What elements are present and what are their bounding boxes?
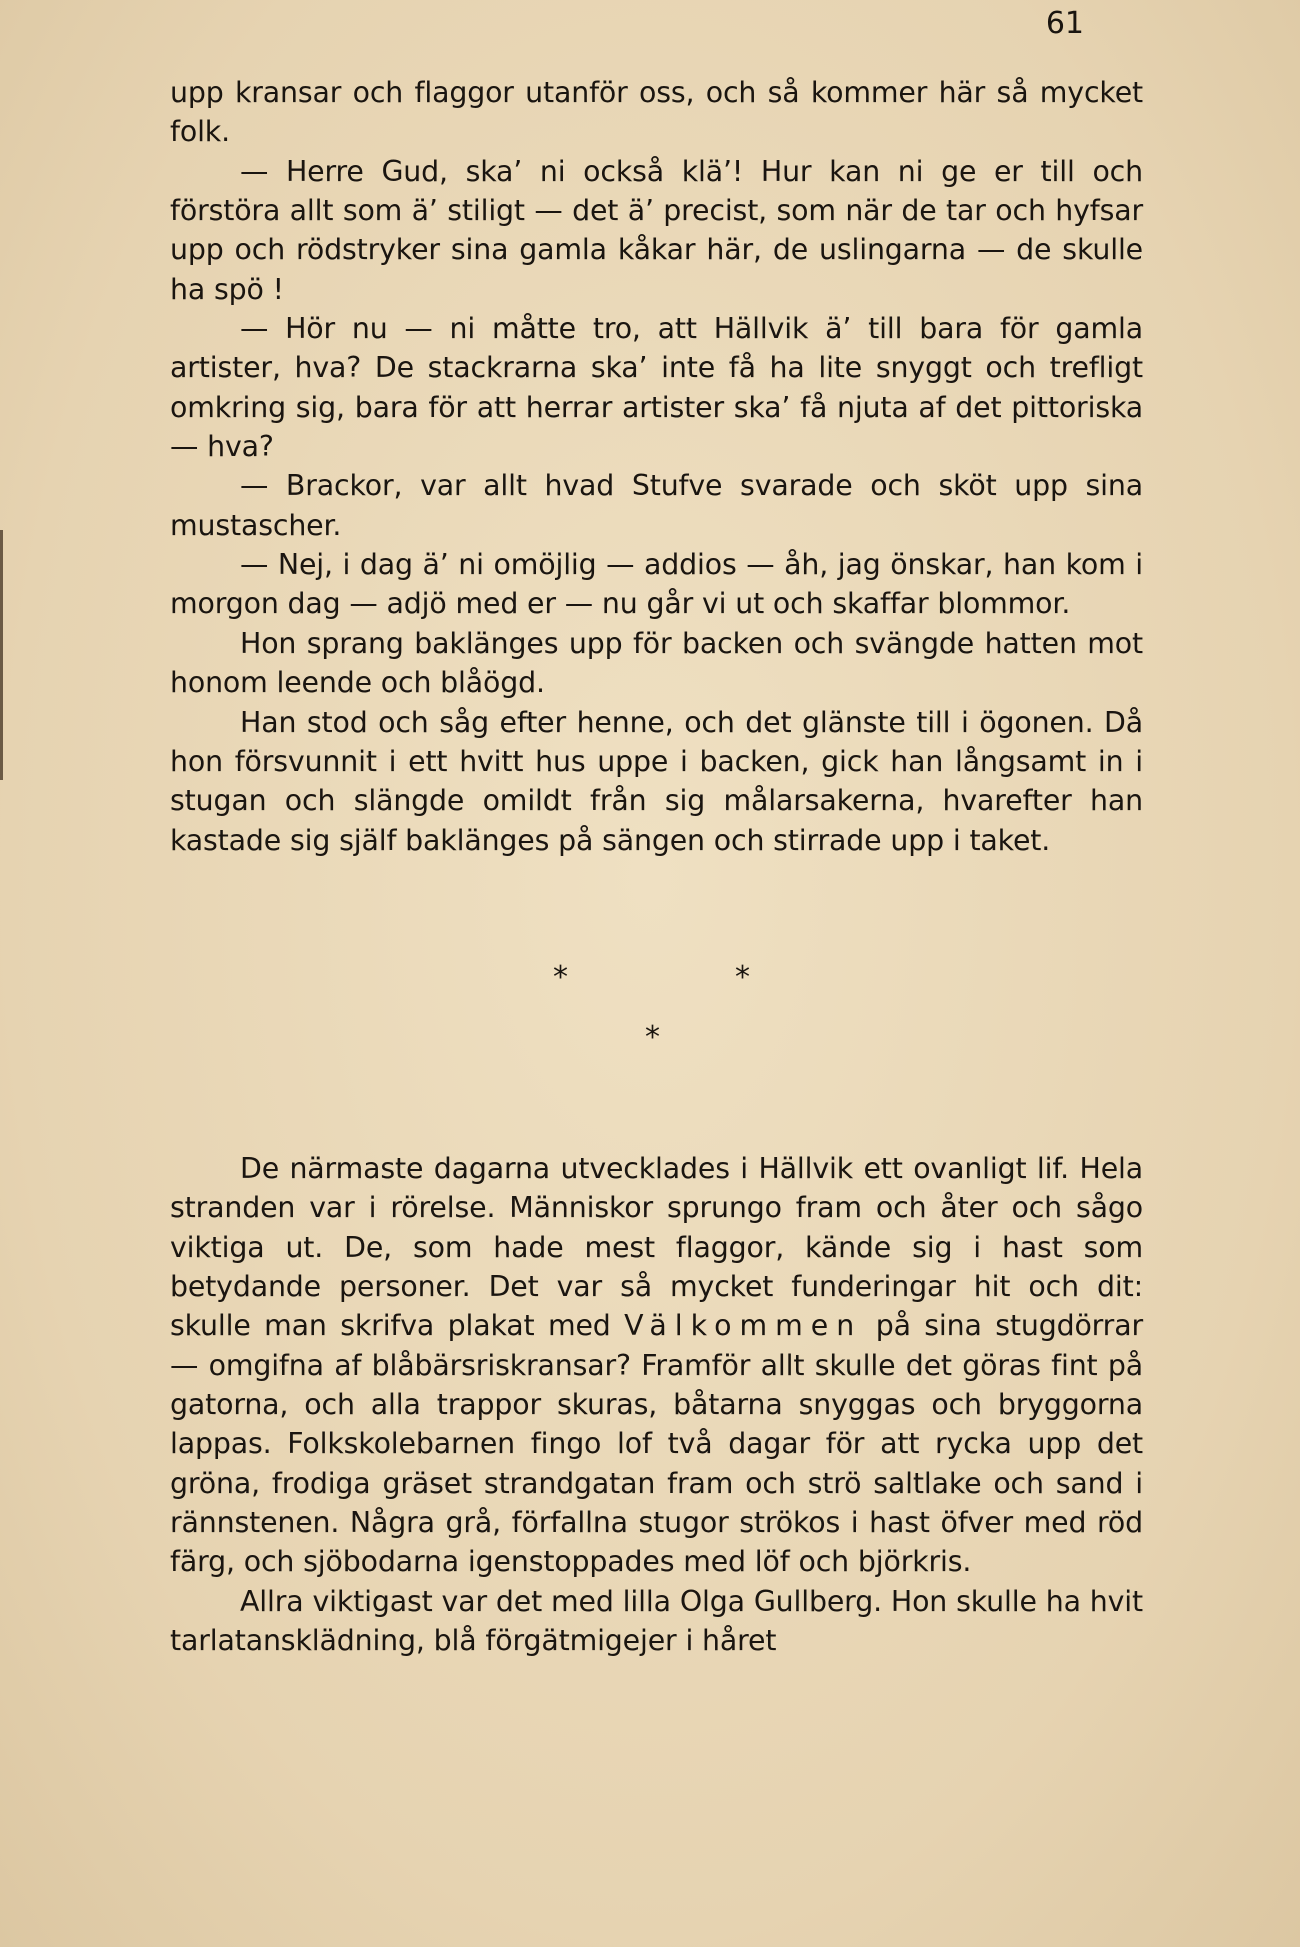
paragraph: Allra viktigast var det med lilla Olga Gullberg. Hon skulle ha hvit tarlatansklädning, blå förgätmigejer i håret <box>170 1584 1143 1658</box>
paragraph: Hon sprang baklänges upp för backen och svängde hatten mot honom leende och blåögd. <box>170 626 1143 700</box>
paragraph: — Hör nu — ni måtte tro, att Hällvik ä’ till bara för gamla artister, hva? De stackrarna ska’ inte få ha lite snyggt och trefligt omkring sig, bara för att herrar artister ska’ få njuta af det pittoriska — hva? <box>170 312 1143 464</box>
paragraph: — Nej, i dag ä’ ni omöjlig — addios — åh, jag önskar, han kom i morgon dag — adjö med er — nu går vi ut och skaffar blommor. <box>170 548 1143 621</box>
asterisk-center: * <box>645 1020 660 1055</box>
text-section-2 <box>170 1149 1143 1660</box>
paragraph <box>170 1149 1143 1582</box>
emphasized-word: Välkommen <box>624 1309 863 1343</box>
paragraph-text: på sina stugdörrar — omgifna af blåbärsriskransar? Framför allt skulle det göras fint på gatorna, och alla trappor skuras, båtarna snyggas och bryggorna lappas. Folkskolebarnen fingo lof två dagar för att rycka upp det gröna, frodiga gräset strandgatan fram och strö saltlake och sand i rännstenen. Några grå, förfallna stugor strökos i hast öfver med röd färg, och sjöbodarna igenstoppades med löf och björkris. <box>170 1309 1143 1579</box>
page-edge-shadow <box>0 530 3 780</box>
page-number: 61 <box>1045 6 1084 41</box>
text-section-1 <box>170 73 1143 860</box>
paragraph: upp kransar och flaggor utanför oss, och så kommer här så mycket folk. <box>170 76 1143 149</box>
asterisk-right: * <box>735 960 750 995</box>
section-divider <box>170 958 1143 1058</box>
paragraph: Han stod och såg efter henne, och det glänste till i ögonen. Då hon försvunnit i ett hvitt hus uppe i backen, gick han långsamt in i stugan och slängde omildt från sig målarsakerna, hvarefter han kastade sig själf baklänges på sängen och stirrade upp i taket. <box>170 705 1143 857</box>
paragraph: — Herre Gud, ska’ ni också klä’! Hur kan ni ge er till och förstöra allt som ä’ stiligt — det ä’ precist, som när de tar och hyfsar upp och rödstryker sina gamla kåkar här, de uslingarna — de skulle ha spö ! <box>170 154 1143 306</box>
asterisk-left: * <box>553 960 568 995</box>
paragraph: — Brackor, var allt hvad Stufve svarade och sköt upp sina mustascher. <box>170 469 1143 542</box>
paragraph-text: De närmaste dagarna utvecklades i Hällvik ett ovanligt lif. Hela stranden var i rörelse. Människor sprungo fram och åter och sågo viktiga ut. De, som hade mest flaggor, kände sig i hast som betydande personer. Det var så mycket funderingar hit och dit: skulle man skrifva plakat med <box>170 1152 1143 1343</box>
